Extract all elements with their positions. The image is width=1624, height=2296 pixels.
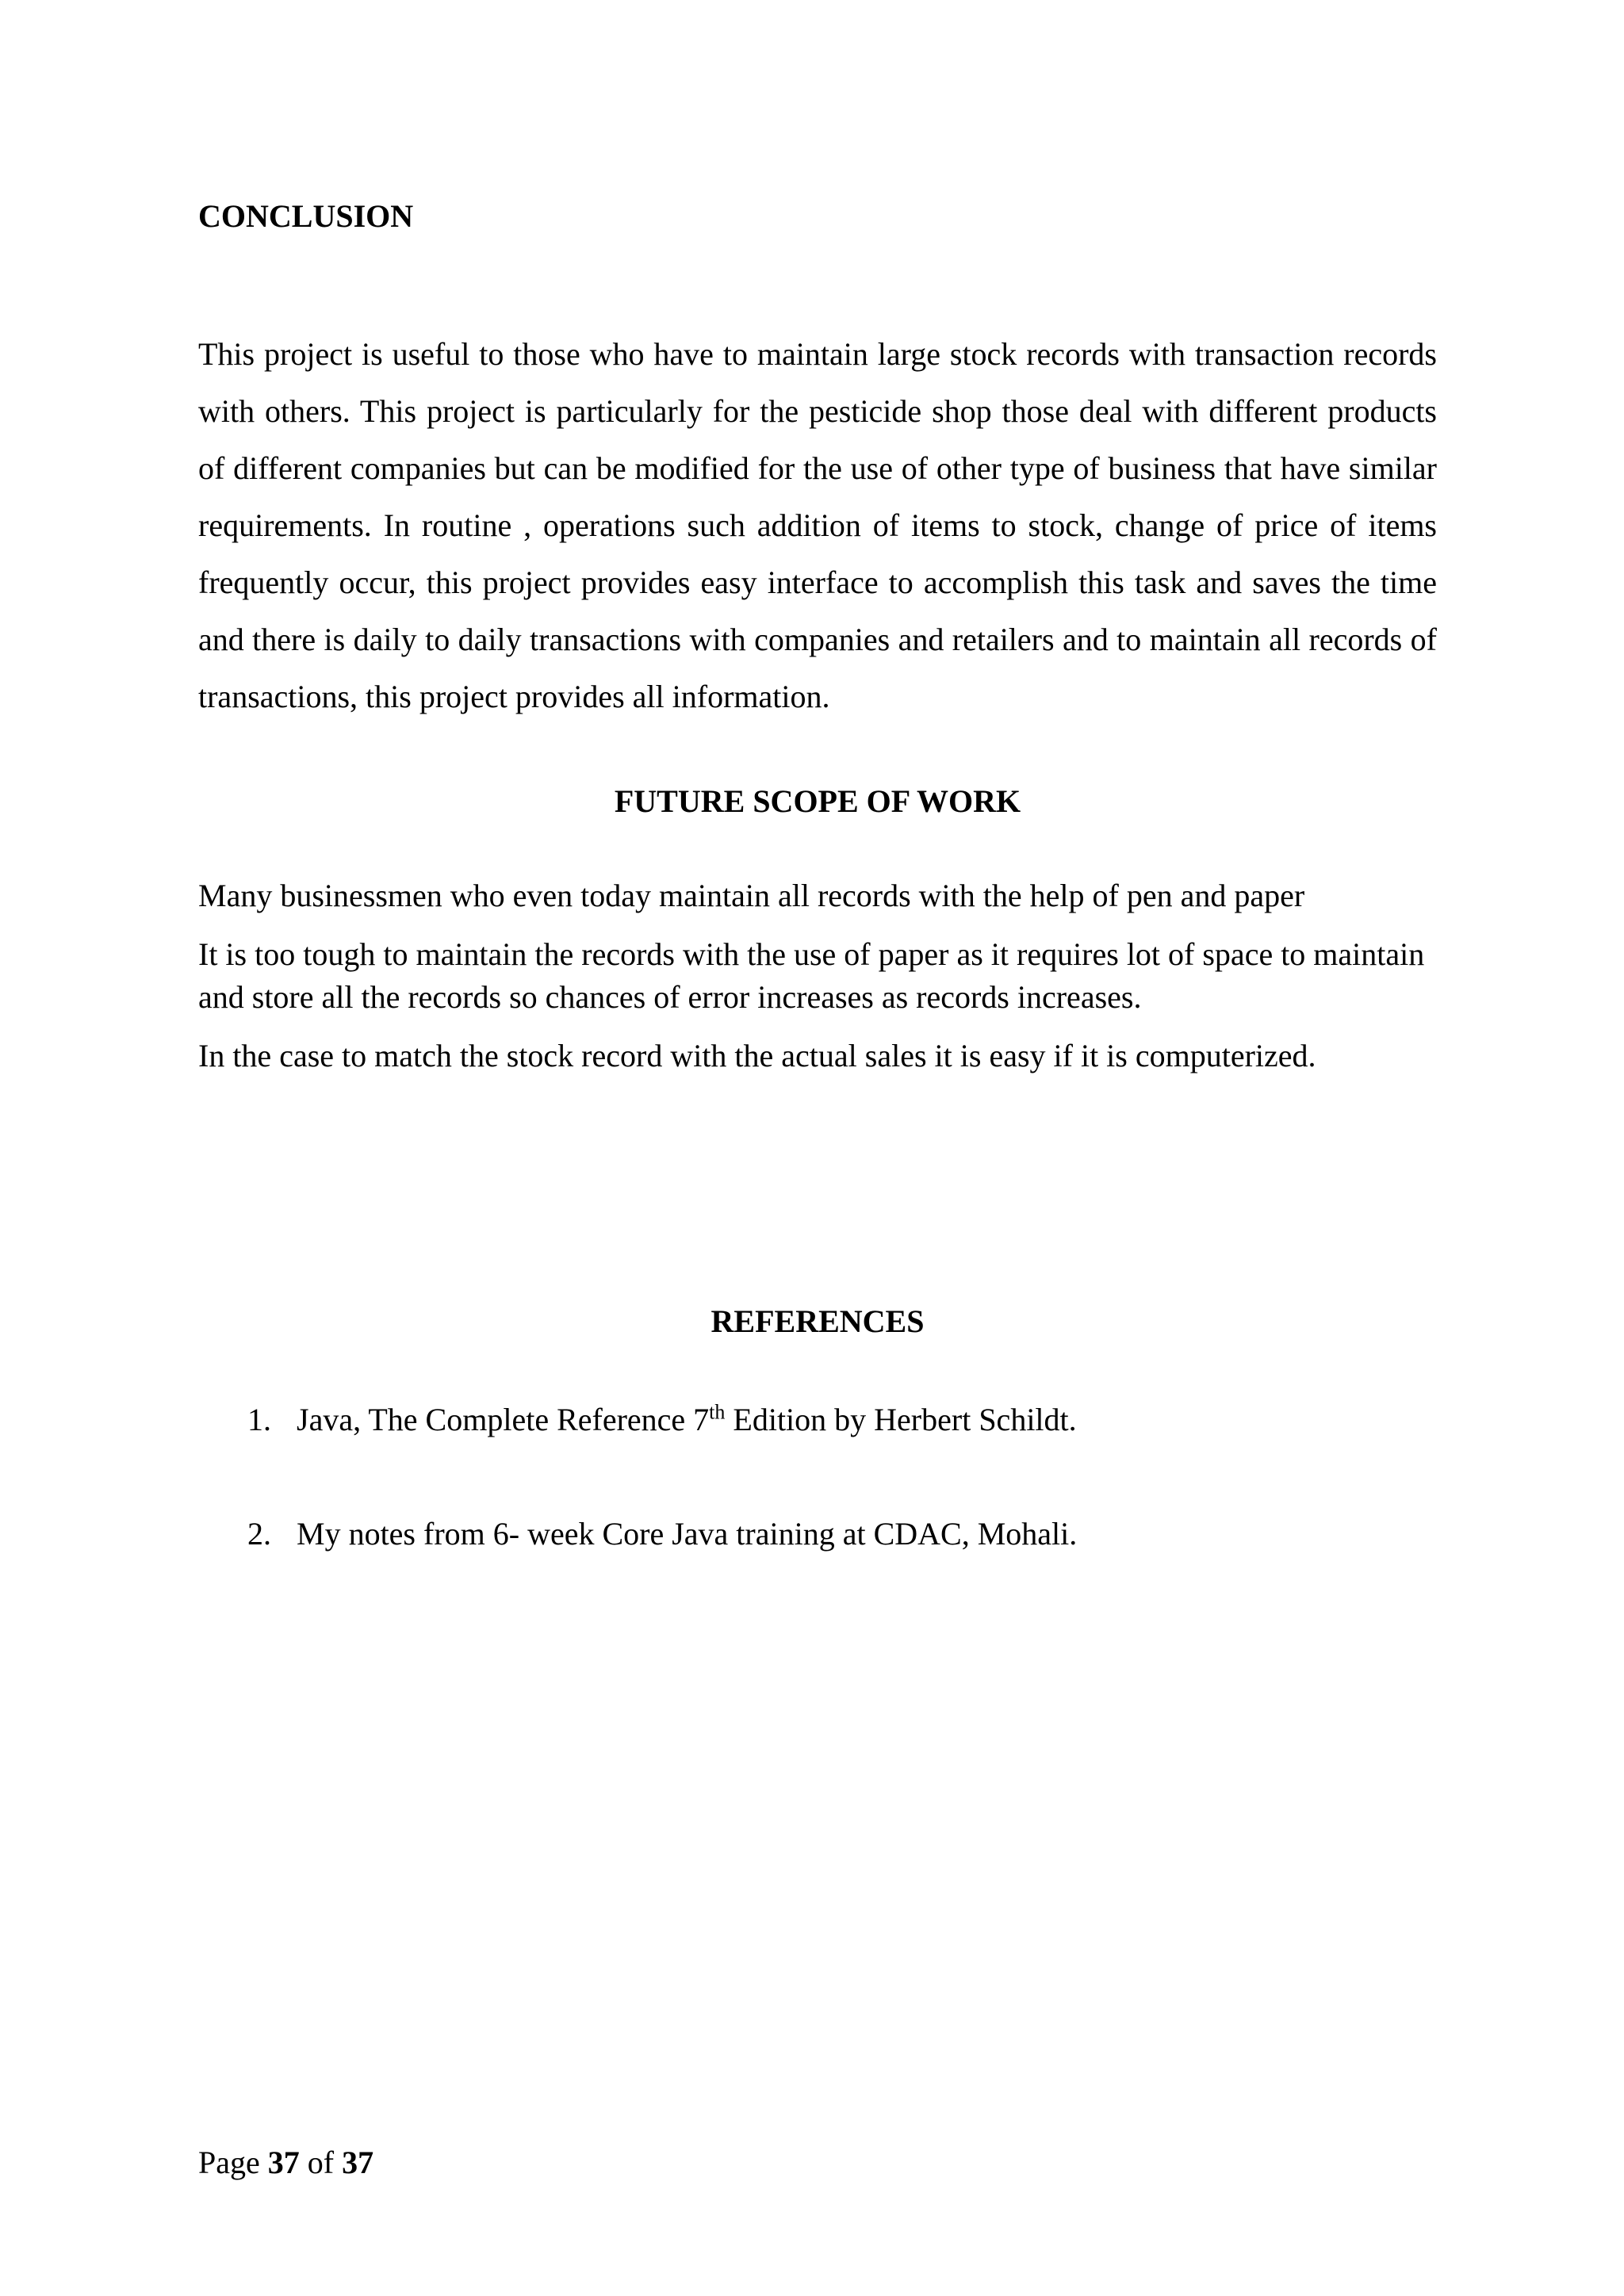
reference-item-1 bbox=[198, 1398, 1437, 1442]
future-scope-heading: FUTURE SCOPE OF WORK bbox=[614, 783, 1021, 819]
page-content bbox=[198, 194, 1437, 1556]
conclusion-heading: CONCLUSION bbox=[198, 198, 414, 234]
references-heading: REFERENCES bbox=[710, 1303, 925, 1339]
of-label: of bbox=[307, 2145, 335, 2180]
current-page-number: 37 bbox=[267, 2145, 300, 2180]
reference-number: 1. bbox=[247, 1402, 271, 1437]
page-label: Page bbox=[198, 2145, 260, 2180]
references-list bbox=[198, 1398, 1437, 1556]
total-pages-number: 37 bbox=[342, 2145, 374, 2180]
future-scope-paragraph-3: In the case to match the stock record with the actual sales it is easy if it is computerized. bbox=[198, 1038, 1316, 1073]
reference-text: My notes from 6- week Core Java training at CDAC, Mohali. bbox=[297, 1516, 1078, 1552]
future-scope-paragraph-2: It is too tough to maintain the records with the use of paper as it requires lot of space to maintain and store all the records so chances of error increases as records increases. bbox=[198, 936, 1425, 1015]
conclusion-paragraph: This project is useful to those who have to maintain large stock records with transaction records with others. This project is particularly for the pesticide shop those deal with different products of different companies but can be modified for the use of other type of business that have similar requirements. In routine , operations such addition of items to stock, change of price of items frequently occur, this project provides easy interface to accomplish this task and saves the time and there is daily to daily transactions with companies and retailers and to maintain all records of transactions, this project provides all information. bbox=[198, 336, 1437, 714]
reference-number: 2. bbox=[247, 1516, 271, 1552]
reference-item-2 bbox=[198, 1512, 1437, 1556]
reference-author: Edition by Herbert Schildt. bbox=[725, 1402, 1077, 1437]
future-scope-paragraph-1: Many businessmen who even today maintain all records with the help of pen and paper bbox=[198, 878, 1305, 913]
reference-text bbox=[297, 1402, 1077, 1437]
reference-title: Java, The Complete Reference 7 bbox=[297, 1402, 710, 1437]
reference-superscript: th bbox=[709, 1400, 726, 1424]
page-footer bbox=[198, 2141, 373, 2185]
